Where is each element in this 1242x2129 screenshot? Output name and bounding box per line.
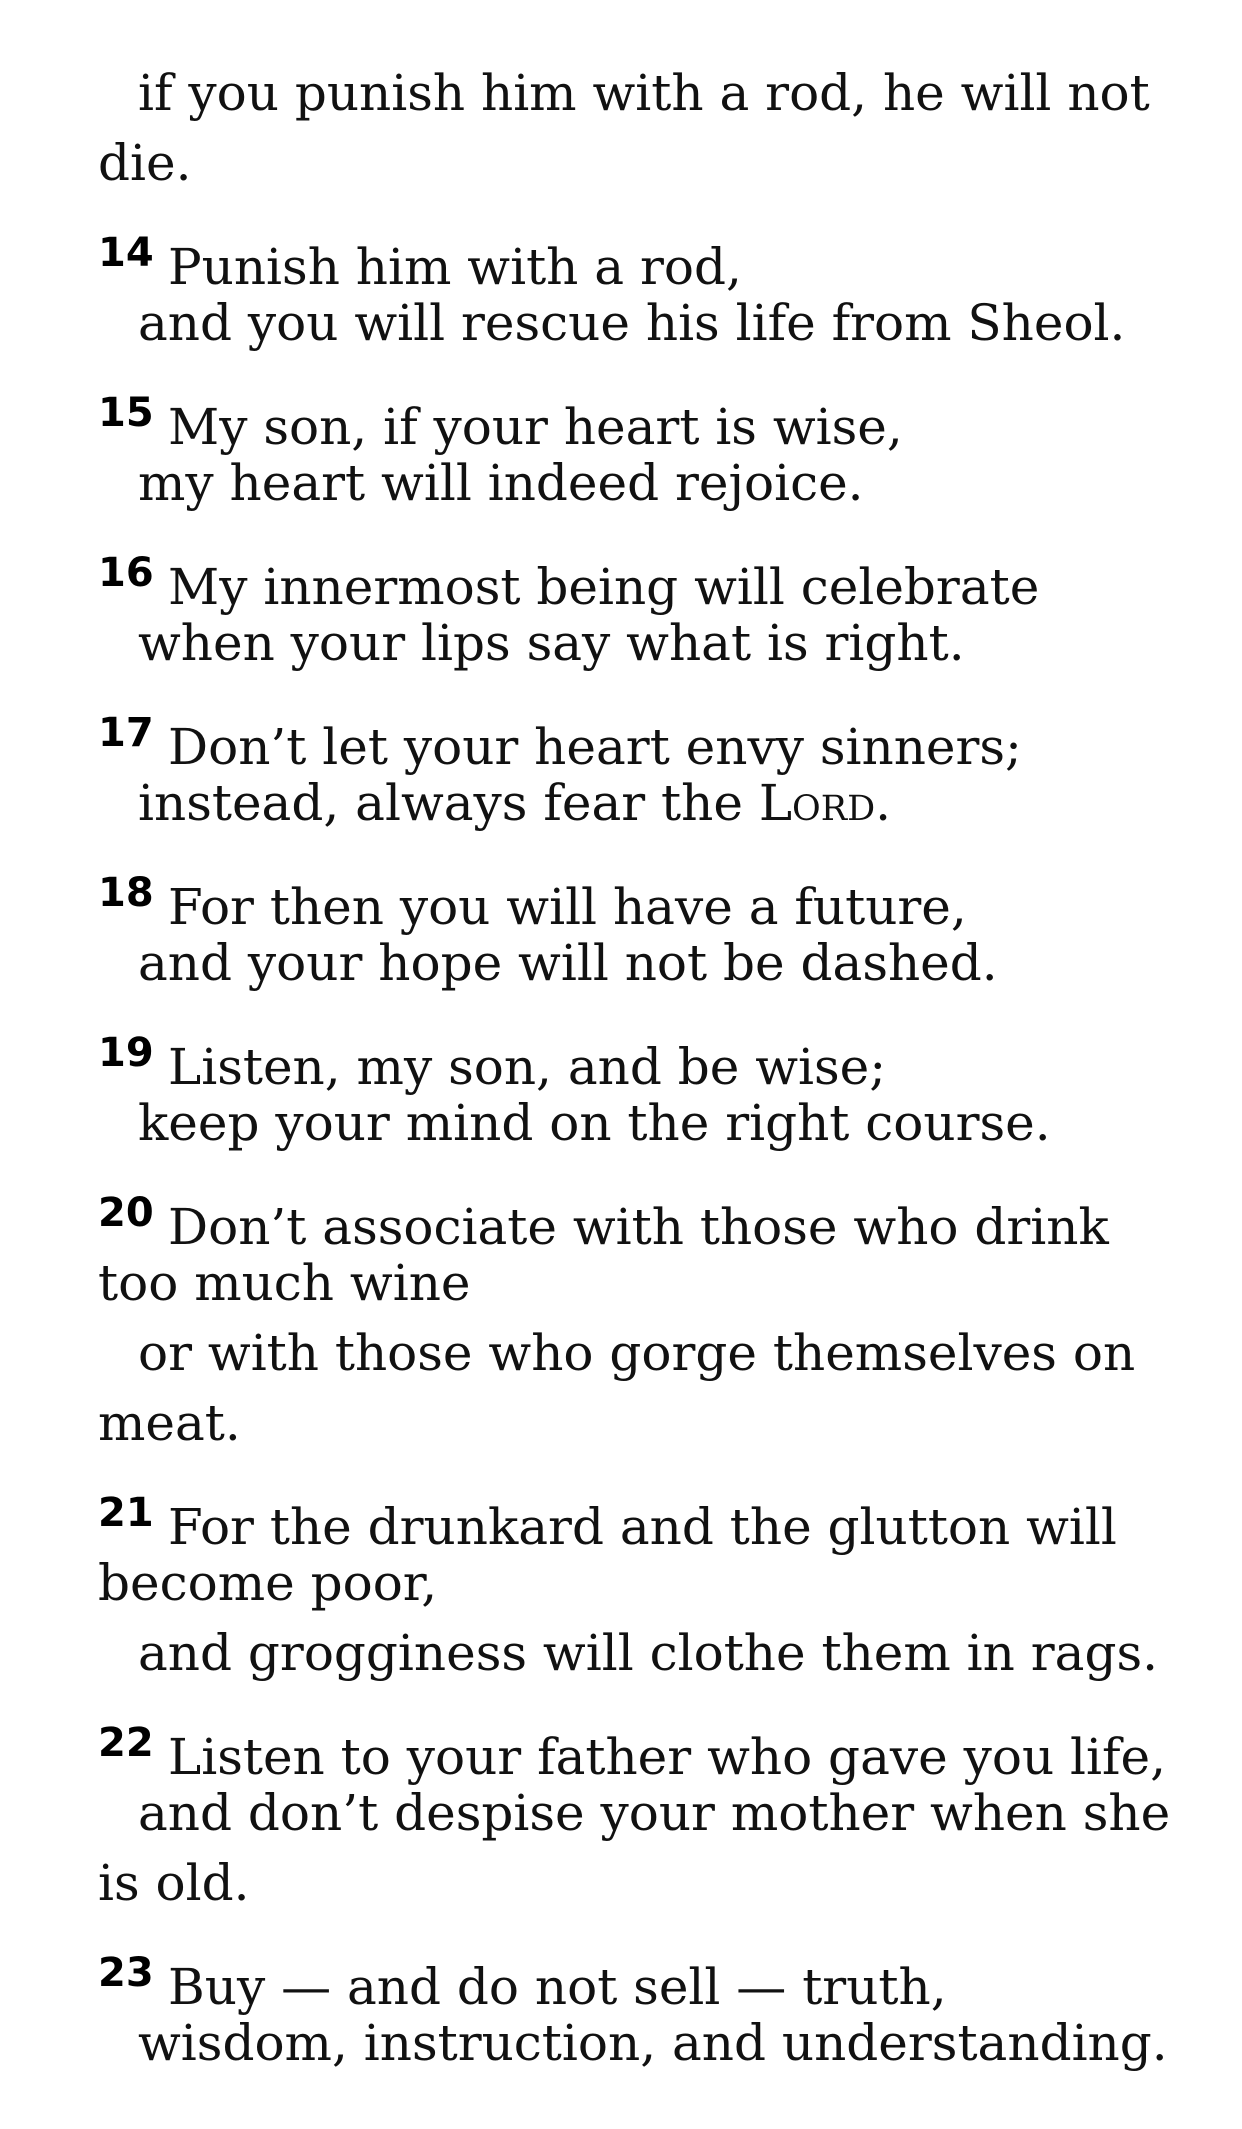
verse-text: Listen to your father who gave you life, bbox=[168, 1728, 1167, 1786]
divine-name: Lord bbox=[758, 774, 876, 832]
verse-20-line-a-wrap: too much wine bbox=[98, 1254, 471, 1312]
verse-text: Don’t let your heart envy sinners; bbox=[168, 718, 1022, 776]
verse-15 bbox=[98, 378, 1198, 456]
scripture-reader bbox=[98, 58, 1198, 2078]
verse-text: instead, always fear the bbox=[138, 774, 759, 832]
verse-22 bbox=[98, 1708, 1198, 1786]
verse-text: My son, if your heart is wise, bbox=[168, 398, 903, 456]
verse-number: 14 bbox=[98, 230, 154, 276]
verse-22-line-b-wrap: is old. bbox=[98, 1854, 250, 1912]
verse-number: 17 bbox=[98, 710, 154, 756]
verse-21-line-b: and grogginess will clothe them in rags. bbox=[138, 1624, 1159, 1682]
verse-23 bbox=[98, 1938, 1198, 2016]
verse-number: 23 bbox=[98, 1950, 154, 1996]
verse-punct: . bbox=[875, 774, 892, 832]
verse-20-line-b-wrap: meat. bbox=[98, 1394, 241, 1452]
verse-17 bbox=[98, 698, 1198, 776]
verse-text: Punish him with a rod, bbox=[168, 238, 742, 296]
verse-14 bbox=[98, 218, 1198, 296]
verse-text: Don’t associate with those who drink bbox=[168, 1198, 1109, 1256]
verse-17-line-b bbox=[98, 768, 1198, 838]
verse-21-line-a-wrap: become poor, bbox=[98, 1554, 438, 1612]
verse-21 bbox=[98, 1478, 1198, 1556]
verse-number: 15 bbox=[98, 390, 154, 436]
verse-number: 19 bbox=[98, 1030, 154, 1076]
verse-19-line-b: keep your mind on the right course. bbox=[138, 1094, 1051, 1152]
verse-20 bbox=[98, 1178, 1198, 1256]
verse-text: Buy — and do not sell — truth, bbox=[168, 1958, 947, 2016]
verse-18 bbox=[98, 858, 1198, 936]
verse-number: 22 bbox=[98, 1720, 154, 1766]
verse-19 bbox=[98, 1018, 1198, 1096]
verse-15-line-b: my heart will indeed rejoice. bbox=[138, 454, 864, 512]
verse-16 bbox=[98, 538, 1198, 616]
verse-text: Listen, my son, and be wise; bbox=[168, 1038, 887, 1096]
verse-18-line-b: and your hope will not be dashed. bbox=[138, 934, 998, 992]
verse-13-line-wrap: die. bbox=[98, 134, 192, 192]
verse-number: 21 bbox=[98, 1490, 154, 1536]
verse-text: For the drunkard and the glutton will bbox=[168, 1498, 1117, 1556]
verse-text: My innermost being will celebrate bbox=[168, 558, 1040, 616]
verse-13-line: if you punish him with a rod, he will not bbox=[138, 64, 1150, 122]
verse-23-line-b: wisdom, instruction, and understanding. bbox=[138, 2014, 1168, 2072]
verse-20-line-b: or with those who gorge themselves on bbox=[138, 1324, 1136, 1382]
verse-number: 18 bbox=[98, 870, 154, 916]
verse-16-line-b: when your lips say what is right. bbox=[138, 614, 965, 672]
verse-number: 20 bbox=[98, 1190, 154, 1236]
verse-number: 16 bbox=[98, 550, 154, 596]
verse-14-line-b: and you will rescue his life from Sheol. bbox=[138, 294, 1126, 352]
verse-22-line-b: and don’t despise your mother when she bbox=[138, 1784, 1171, 1842]
verse-text: For then you will have a future, bbox=[168, 878, 967, 936]
